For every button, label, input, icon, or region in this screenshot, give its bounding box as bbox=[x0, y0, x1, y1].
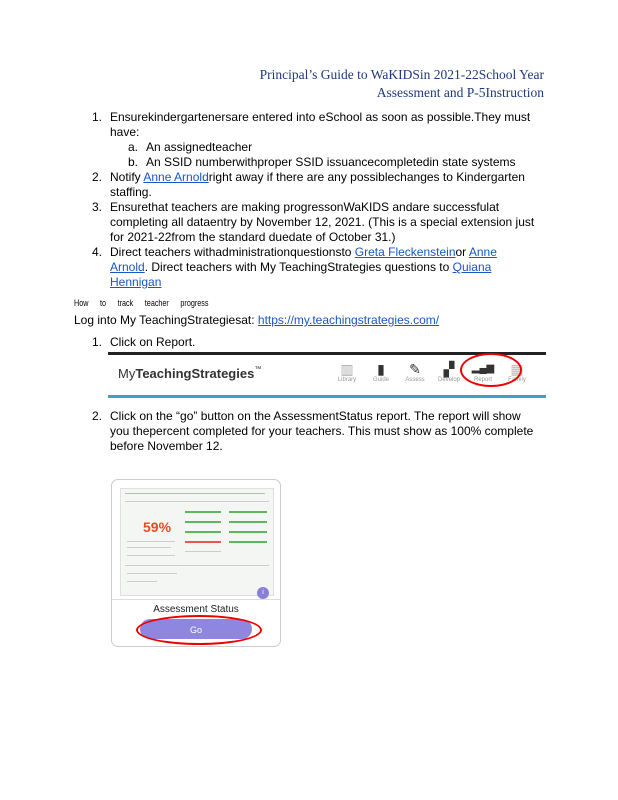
list2-item-1: Click on Report. bbox=[110, 335, 196, 349]
section-heading: How to track teacher progress bbox=[74, 298, 209, 308]
develop-icon[interactable]: ▞ Develop bbox=[437, 361, 460, 383]
family-icon[interactable]: ▦ Family bbox=[508, 361, 526, 383]
mts-logo bbox=[118, 366, 261, 381]
text: Notify bbox=[110, 170, 144, 184]
sub-letter-b: b. bbox=[128, 155, 139, 169]
list2-item-2-line3: before November 12. bbox=[110, 439, 223, 453]
teachingstrategies-url-link[interactable]: https://my.teachingstrategies.com/ bbox=[257, 313, 440, 327]
list-item-1-line1: Ensurekindergartenersare entered into eSchool as soon as possible.They must bbox=[110, 110, 531, 124]
report-highlight-oval bbox=[460, 353, 522, 387]
list-number: 4. bbox=[92, 245, 103, 259]
list-number: 2. bbox=[92, 409, 103, 423]
text: Log into My TeachingStrategiesat: bbox=[74, 313, 258, 327]
document-title-line1: Principal’s Guide to WaKIDSin 2021-22School Year bbox=[259, 67, 544, 82]
text: . Direct teachers with My TeachingStrategies questions to bbox=[144, 260, 453, 274]
guide-icon[interactable]: ▮ Guide bbox=[372, 361, 389, 383]
quiana-hennigan-link-b[interactable]: Hennigan bbox=[110, 275, 162, 289]
list-number: 1. bbox=[92, 335, 103, 349]
logo-my: My bbox=[118, 366, 136, 381]
go-highlight-oval bbox=[136, 615, 262, 645]
card-divider bbox=[112, 599, 280, 600]
text: or bbox=[455, 245, 469, 259]
greta-fleckenstein-link[interactable]: Greta Fleckenstein bbox=[354, 245, 456, 259]
list2-item-2-line1: Click on the “go” button on the AssessmentStatus report. The report will show bbox=[110, 409, 521, 423]
sub-letter-a: a. bbox=[128, 140, 139, 154]
sub-item-a: An assignedteacher bbox=[146, 140, 253, 154]
list-number: 3. bbox=[92, 200, 103, 214]
document-title-line2: Assessment and P-5Instruction bbox=[376, 85, 544, 100]
anne-arnold-link-2a[interactable]: Anne bbox=[468, 245, 497, 259]
report-thumbnail bbox=[120, 488, 274, 596]
percent-complete-value: 59% bbox=[143, 519, 172, 535]
list-item-2-line1 bbox=[110, 170, 525, 185]
list-number: 2. bbox=[92, 170, 103, 184]
assessment-status-title: Assessment Status bbox=[153, 604, 239, 615]
info-icon[interactable]: i bbox=[257, 587, 269, 599]
list-item-2-line2: staffing. bbox=[110, 185, 152, 199]
assess-icon[interactable]: ✎ Assess bbox=[405, 361, 425, 383]
text: right away if there are any possiblechanges to Kindergarten bbox=[208, 170, 525, 184]
login-line bbox=[74, 313, 439, 328]
quiana-hennigan-link-a[interactable]: Quiana bbox=[452, 260, 492, 274]
logo-tm: ™ bbox=[254, 366, 262, 373]
list-item-1-line2: have: bbox=[110, 125, 140, 139]
list-item-4-line2 bbox=[110, 260, 491, 275]
logo-ts: TeachingStrategies bbox=[135, 366, 255, 381]
library-icon[interactable]: ▥ Library bbox=[337, 361, 357, 383]
list-item-4-line1 bbox=[110, 245, 497, 260]
text: Direct teachers withadministrationquestionsto bbox=[110, 245, 355, 259]
anne-arnold-link[interactable]: Anne Arnold bbox=[143, 170, 209, 184]
list2-item-2-line2: you thepercent completed for your teachers. This must show as 100% complete bbox=[110, 424, 534, 438]
anne-arnold-link-2b[interactable]: Arnold bbox=[110, 260, 145, 274]
sub-item-b: An SSID numberwithproper SSID issuancecompletedin state systems bbox=[146, 155, 516, 169]
list-number: 1. bbox=[92, 110, 103, 124]
list-item-4-line3 bbox=[110, 275, 161, 290]
list-item-3-line1: Ensurethat teachers are making progressonWaKIDS andare successfulat bbox=[110, 200, 500, 214]
go-button[interactable]: Go bbox=[140, 619, 252, 639]
report-icon[interactable]: ▂▄▆ Report bbox=[471, 363, 495, 383]
list-item-3-line3: for 2021-22from the standard duedate of October 31.) bbox=[110, 230, 396, 244]
list-item-3-line2: completing all dataentry by November 12, 2021. (This is a special extension just bbox=[110, 215, 535, 229]
